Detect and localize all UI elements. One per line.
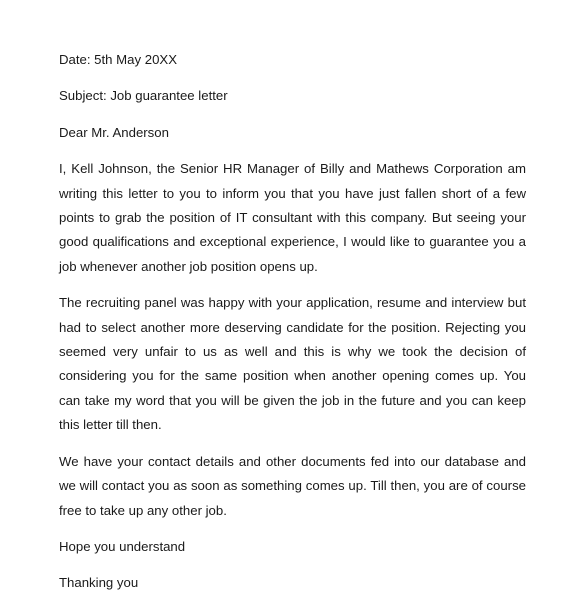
letter-paragraph-1: I, Kell Johnson, the Senior HR Manager of Billy and Mathews Corporation am writing this letter to you to inform you that you have just fallen short of a few points to grab the position of IT consultant with this company. But seeing your good qualifications and exceptional experience, I would like to guarantee you a job whenever another job position opens up. — [59, 161, 526, 274]
letter-date: Date: 5th May 20XX — [59, 52, 178, 67]
letter-salutation: Dear Mr. Anderson — [59, 124, 169, 140]
letter-subject: Subject: Job guarantee letter — [59, 88, 228, 104]
letter-paragraph-2: The recruiting panel was happy with your application, resume and interview but had to select another more deserving candidate for the position. Rejecting you seemed very unfair to us as well and this is why we took the decision of considering you for the same position when another opening comes up. You can take my word that you will be given the job in the future and you can keep this letter till then. — [59, 295, 526, 433]
letter-body — [59, 48, 526, 608]
letter-closing-1: Hope you understand — [59, 538, 186, 554]
letter-paragraph-3: We have your contact details and other documents fed into our database and we will contact you as soon as something comes up. Till then, you are of course free to take up any other job. — [59, 453, 526, 518]
letter-closing-2: Thanking you — [59, 575, 139, 591]
